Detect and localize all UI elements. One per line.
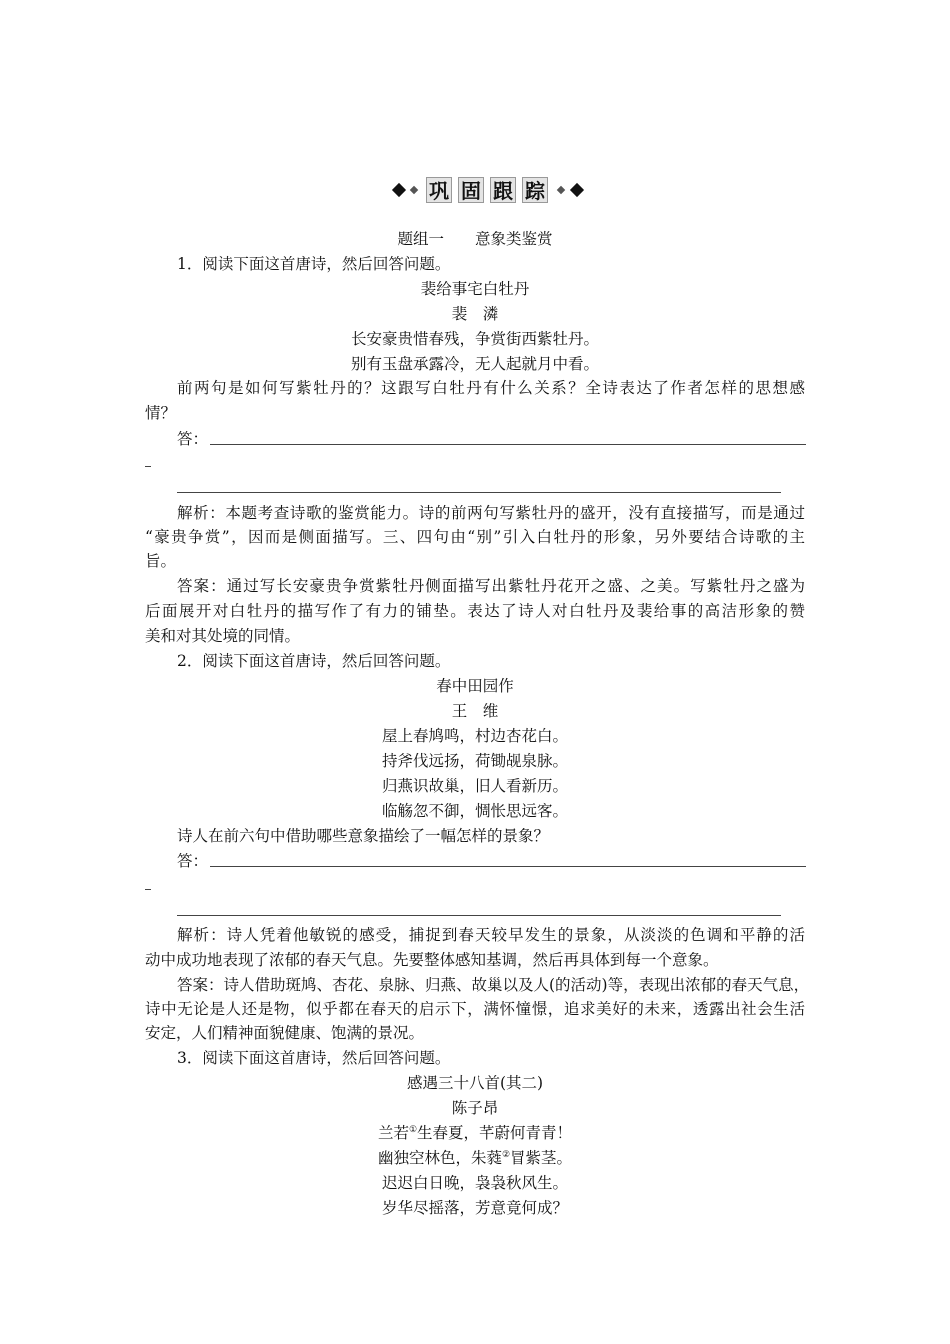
q1-analysis: 旨。 — [145, 552, 177, 570]
q3-poem-line — [145, 1147, 805, 1169]
answer-line-tail — [145, 466, 151, 467]
answer-line[interactable] — [210, 444, 806, 445]
q2-poem-title: 春中田园作 — [436, 677, 514, 695]
q1-answer: 美和对其处境的同情。 — [145, 627, 301, 645]
q2-answer: 安定，人们精神面貌健康、饱满的景况。 — [145, 1024, 425, 1042]
answer-line[interactable] — [177, 915, 781, 916]
banner-char: 巩 — [426, 177, 452, 203]
q3-poem-title: 感遇三十八首(其二) — [406, 1074, 544, 1092]
q2-prompt: 2．阅读下面这首唐诗，然后回答问题。 — [177, 652, 451, 670]
q3-line1-text: 兰若 — [377, 1124, 409, 1142]
q2-answer: 诗中无论是人还是物，似乎都在春天的启示下，满怀憧憬，追求美好的未来，透露出社会生活 — [145, 1000, 805, 1018]
q1-analysis: “豪贵争赏”，因而是侧面描写。三、四句由“别”引入白牡丹的形象，另外要结合诗歌的主 — [145, 528, 805, 546]
q3-prompt: 3．阅读下面这首唐诗，然后回答问题。 — [177, 1049, 451, 1067]
q2-analysis: 动中成功地表现了浓郁的春天气息。先要整体感知基调，然后再具体到每一个意象。 — [145, 951, 719, 969]
q3-line2-text: 幽独空林色，朱蕤 — [377, 1149, 502, 1167]
q3-line2-text: 冒紫茎。 — [510, 1149, 573, 1167]
q1-prompt: 1．阅读下面这首唐诗，然后回答问题。 — [177, 255, 451, 273]
footnote-marker[interactable]: ② — [501, 1150, 511, 1160]
section-banner — [390, 175, 595, 205]
footnote-marker[interactable]: ① — [408, 1125, 418, 1135]
small-diamond-icon — [557, 186, 565, 194]
q3-poem-line: 岁华尽摇落，芳意竟何成？ — [381, 1199, 568, 1217]
q2-answer-label: 答： — [177, 852, 209, 870]
q1-poem-line: 别有玉盘承露冷，无人起就月中看。 — [350, 355, 599, 373]
q1-question: 前两句是如何写紫牡丹的？这跟写白牡丹有什么关系？全诗表达了作者怎样的思想感 — [177, 379, 805, 397]
q1-answer-label: 答： — [177, 430, 209, 448]
q1-author: 裴 潾 — [451, 305, 499, 323]
q3-line1-text: 生春夏，芊蔚何青青！ — [417, 1124, 573, 1142]
diamond-icon — [392, 183, 406, 197]
q2-poem-line: 归燕识故巢，旧人看新历。 — [381, 777, 568, 795]
q3-poem-line — [145, 1122, 805, 1144]
q2-author: 王 维 — [451, 702, 499, 720]
q3-poem-line: 迟迟白日晚，袅袅秋风生。 — [381, 1174, 568, 1192]
q2-poem-line: 临觞忽不御，惆怅思远客。 — [381, 802, 568, 820]
answer-line[interactable] — [177, 492, 781, 493]
q1-answer: 答案：通过写长安豪贵争赏紫牡丹侧面描写出紫牡丹花开之盛、之美。写紫牡丹之盛为 — [177, 577, 805, 595]
q1-answer: 后面展开对白牡丹的描写作了有力的铺垫。表达了诗人对白牡丹及裴给事的高洁形象的赞 — [145, 602, 805, 620]
banner-char: 固 — [458, 177, 484, 203]
banner-char: 跟 — [490, 177, 516, 203]
section-title: 题组一 意象类鉴赏 — [397, 230, 553, 248]
diamond-icon — [570, 183, 584, 197]
q1-question-cont: 情？ — [145, 404, 177, 422]
q1-analysis: 解析：本题考查诗歌的鉴赏能力。诗的前两句写紫牡丹的盛开，没有直接描写，而是通过 — [177, 504, 805, 522]
q1-poem-line: 长安豪贵惜春残，争赏街西紫牡丹。 — [350, 330, 599, 348]
small-diamond-icon — [410, 186, 418, 194]
q3-author: 陈子昂 — [451, 1099, 499, 1117]
q2-poem-line: 屋上春鸠鸣，村边杏花白。 — [381, 727, 568, 745]
q2-answer: 答案：诗人借助斑鸠、杏花、泉脉、归燕、故巢以及人(的活动)等，表现出浓郁的春天气息， — [177, 976, 810, 994]
q1-poem-title: 裴给事宅白牡丹 — [420, 280, 530, 298]
answer-line[interactable] — [210, 866, 806, 867]
banner-char: 踪 — [522, 177, 548, 203]
answer-line-tail — [145, 889, 151, 890]
q2-question: 诗人在前六句中借助哪些意象描绘了一幅怎样的景象？ — [177, 827, 550, 845]
q2-analysis: 解析：诗人凭着他敏锐的感受，捕捉到春天较早发生的景象，从淡淡的色调和平静的活 — [177, 926, 805, 944]
q2-poem-line: 持斧伐远扬，荷锄觇泉脉。 — [381, 752, 568, 770]
